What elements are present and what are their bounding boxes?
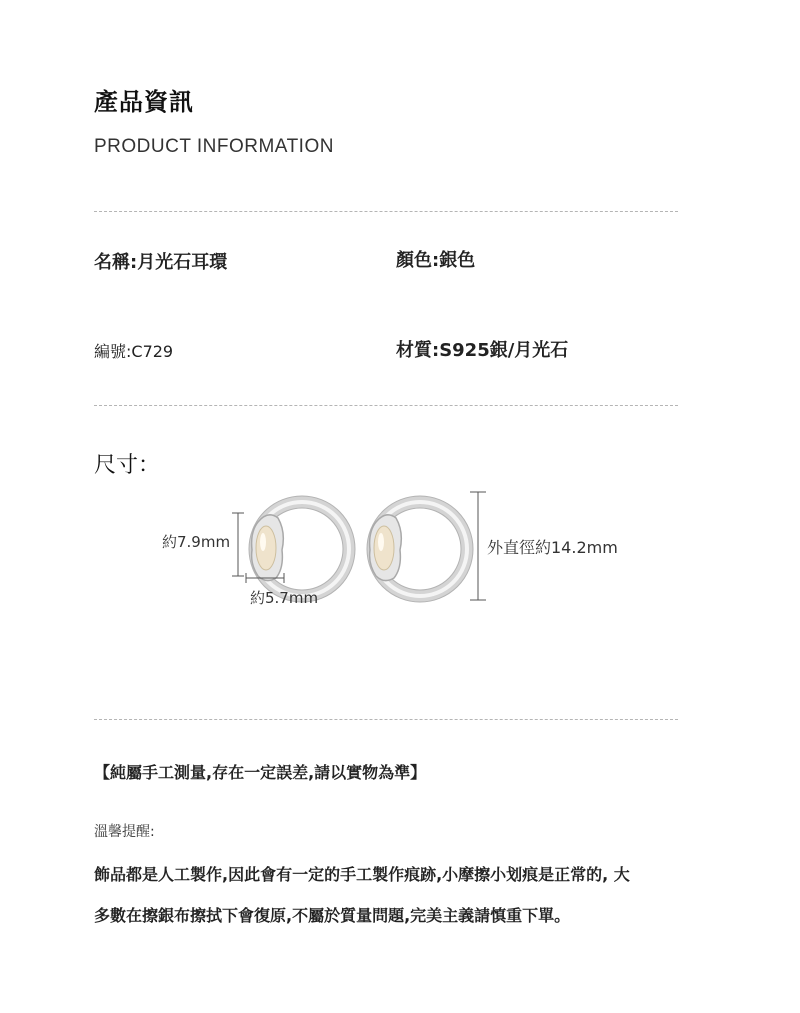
tips-line: 飾品都是人工製作,因此會有一定的手工製作痕跡,小摩擦小划痕是正常的, 大 bbox=[94, 865, 630, 884]
divider bbox=[94, 405, 678, 406]
tips-title: 溫馨提醒: bbox=[94, 824, 155, 840]
product-name: 名稱:月光石耳環 bbox=[94, 252, 228, 273]
product-material: 材質:S925銀/月光石 bbox=[396, 340, 569, 361]
outer-diameter-label: 外直徑約14.2mm bbox=[487, 538, 618, 557]
earring-right-image bbox=[367, 496, 473, 602]
tips-line: 多數在擦銀布擦拭下會復原,不屬於質量問題,完美主義請慎重下單。 bbox=[94, 906, 571, 925]
earring-size-diagram bbox=[0, 470, 800, 620]
product-code: 編號:C729 bbox=[94, 342, 174, 361]
divider bbox=[94, 211, 678, 212]
size-title: 尺寸： bbox=[94, 453, 161, 478]
measurement-note: 【純屬手工測量,存在一定誤差,請以實物為準】 bbox=[94, 763, 427, 782]
page-subtitle: PRODUCT INFORMATION bbox=[94, 136, 334, 157]
height-label: 約7.9mm bbox=[162, 533, 231, 551]
product-color: 顏色:銀色 bbox=[396, 250, 476, 271]
divider bbox=[94, 719, 678, 720]
page-title: 產品資訊 bbox=[94, 88, 194, 116]
width-label: 約5.7mm bbox=[250, 589, 319, 607]
